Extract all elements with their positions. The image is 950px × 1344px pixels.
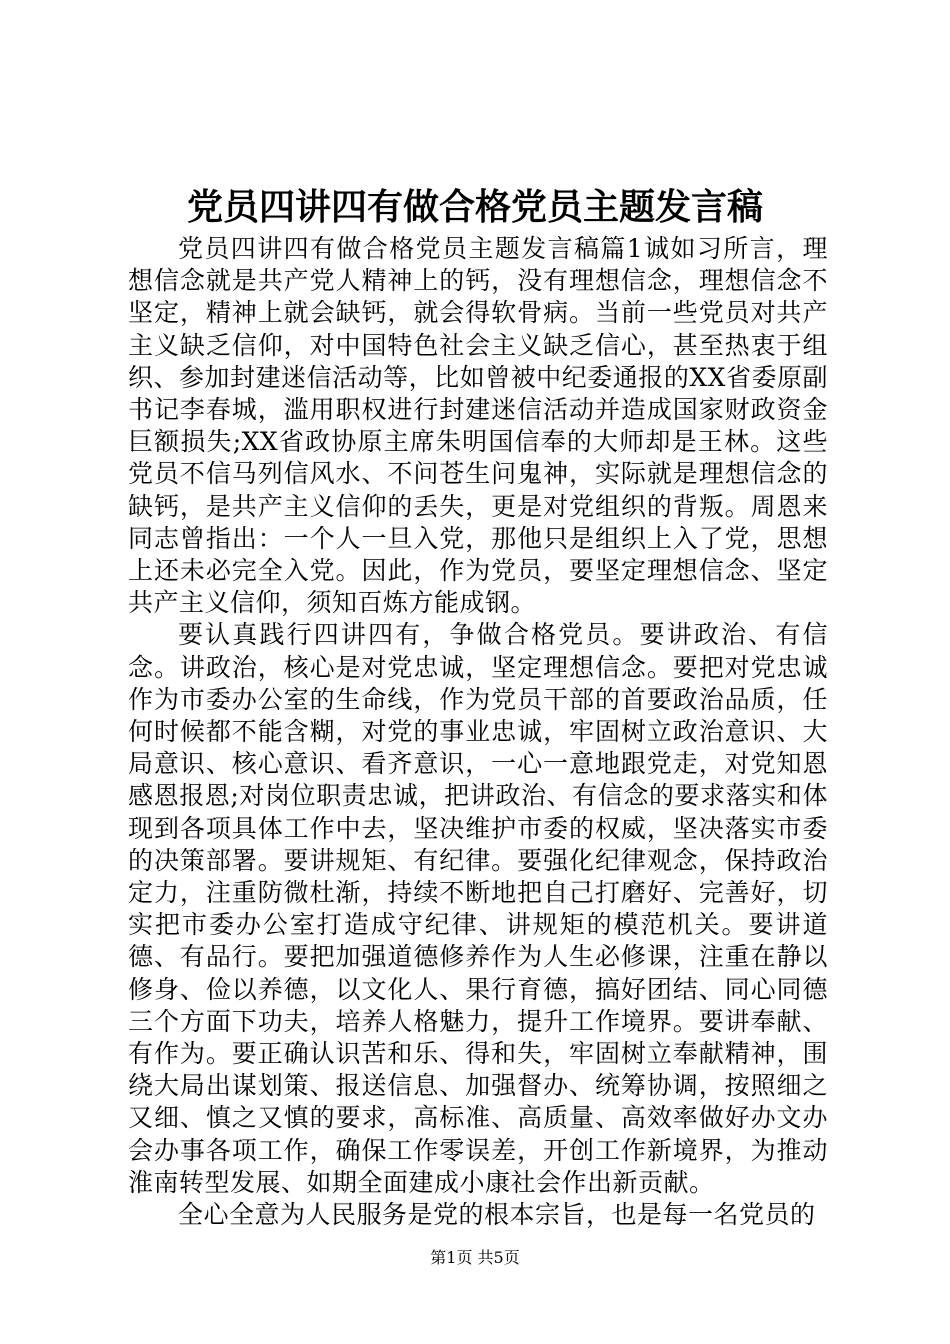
paragraph-2: 要认真践行四讲四有，争做合格党员。要讲政治、有信念。讲政治，核心是对党忠诚，坚定理想信念。要把对党忠诚作为市委办公室的生命线，作为党员干部的首要政治品质，任何时候都不能含糊，对党的事业忠诚，牢固树立政治意识、大局意识、核心意识、看齐意识，一心一意地跟党走，对党知恩感恩报恩;对岗位职责忠诚，把讲政治、有信念的要求落实和体现到各项具体工作中去，坚决维护市委的权威，坚决落实市委的决策部署。要讲规矩、有纪律。要强化纪律观念，保持政治定力，注重防微杜渐，持续不断地把自己打磨好、完善好，切实把市委办公室打造成守纪律、讲规矩的模范机关。要讲道德、有品行。要把加强道德修养作为人生必修课，注重在静以修身、俭以养德，以文化人、果行育德，搞好团结、同心同德三个方面下功夫，培养人格魅力，提升工作境界。要讲奉献、有作为。要正确认识苦和乐、得和失，牢固树立奉献精神，围绕大局出谋划策、报送信息、加强督办、统筹协调，按照细之又细、慎之又慎的要求，高标准、高质量、高效率做好办文办会办事各项工作，确保工作零误差，开创工作新境界，为推动淮南转型发展、如期全面建成小康社会作出新贡献。 xyxy=(128,620,828,1197)
paragraph-1: 党员四讲四有做合格党员主题发言稿篇1诚如习所言，理想信念就是共产党人精神上的钙，没有理想信念，理想信念不坚定，精神上就会缺钙，就会得软骨病。当前一些党员对共产主义缺乏信仰，对中国特色社会主义缺乏信心，甚至热衷于组织、参加封建迷信活动等，比如曾被中纪委通报的XX省委原副书记李春城，滥用职权进行封建迷信活动并造成国家财政资金巨额损失;XX省政协原主席朱明国信奉的大师却是王林。这些党员不信马列信风水、不问苍生问鬼神，实际就是理想信念的缺钙，是共产主义信仰的丢失，更是对党组织的背叛。周恩来同志曾指出：一个人一旦入党，那他只是组织上入了党，思想上还未必完全入党。因此，作为党员，要坚定理想信念、坚定共产主义信仰，须知百炼方能成钢。 xyxy=(128,234,828,618)
paragraph-3: 全心全意为人民服务是党的根本宗旨，也是每一名党员的 xyxy=(178,1200,816,1230)
document-body xyxy=(128,233,828,1231)
page-number-footer: 第1页 共5页 xyxy=(430,1248,520,1267)
document-title: 党员四讲四有做合格党员主题发言稿 xyxy=(186,186,763,228)
